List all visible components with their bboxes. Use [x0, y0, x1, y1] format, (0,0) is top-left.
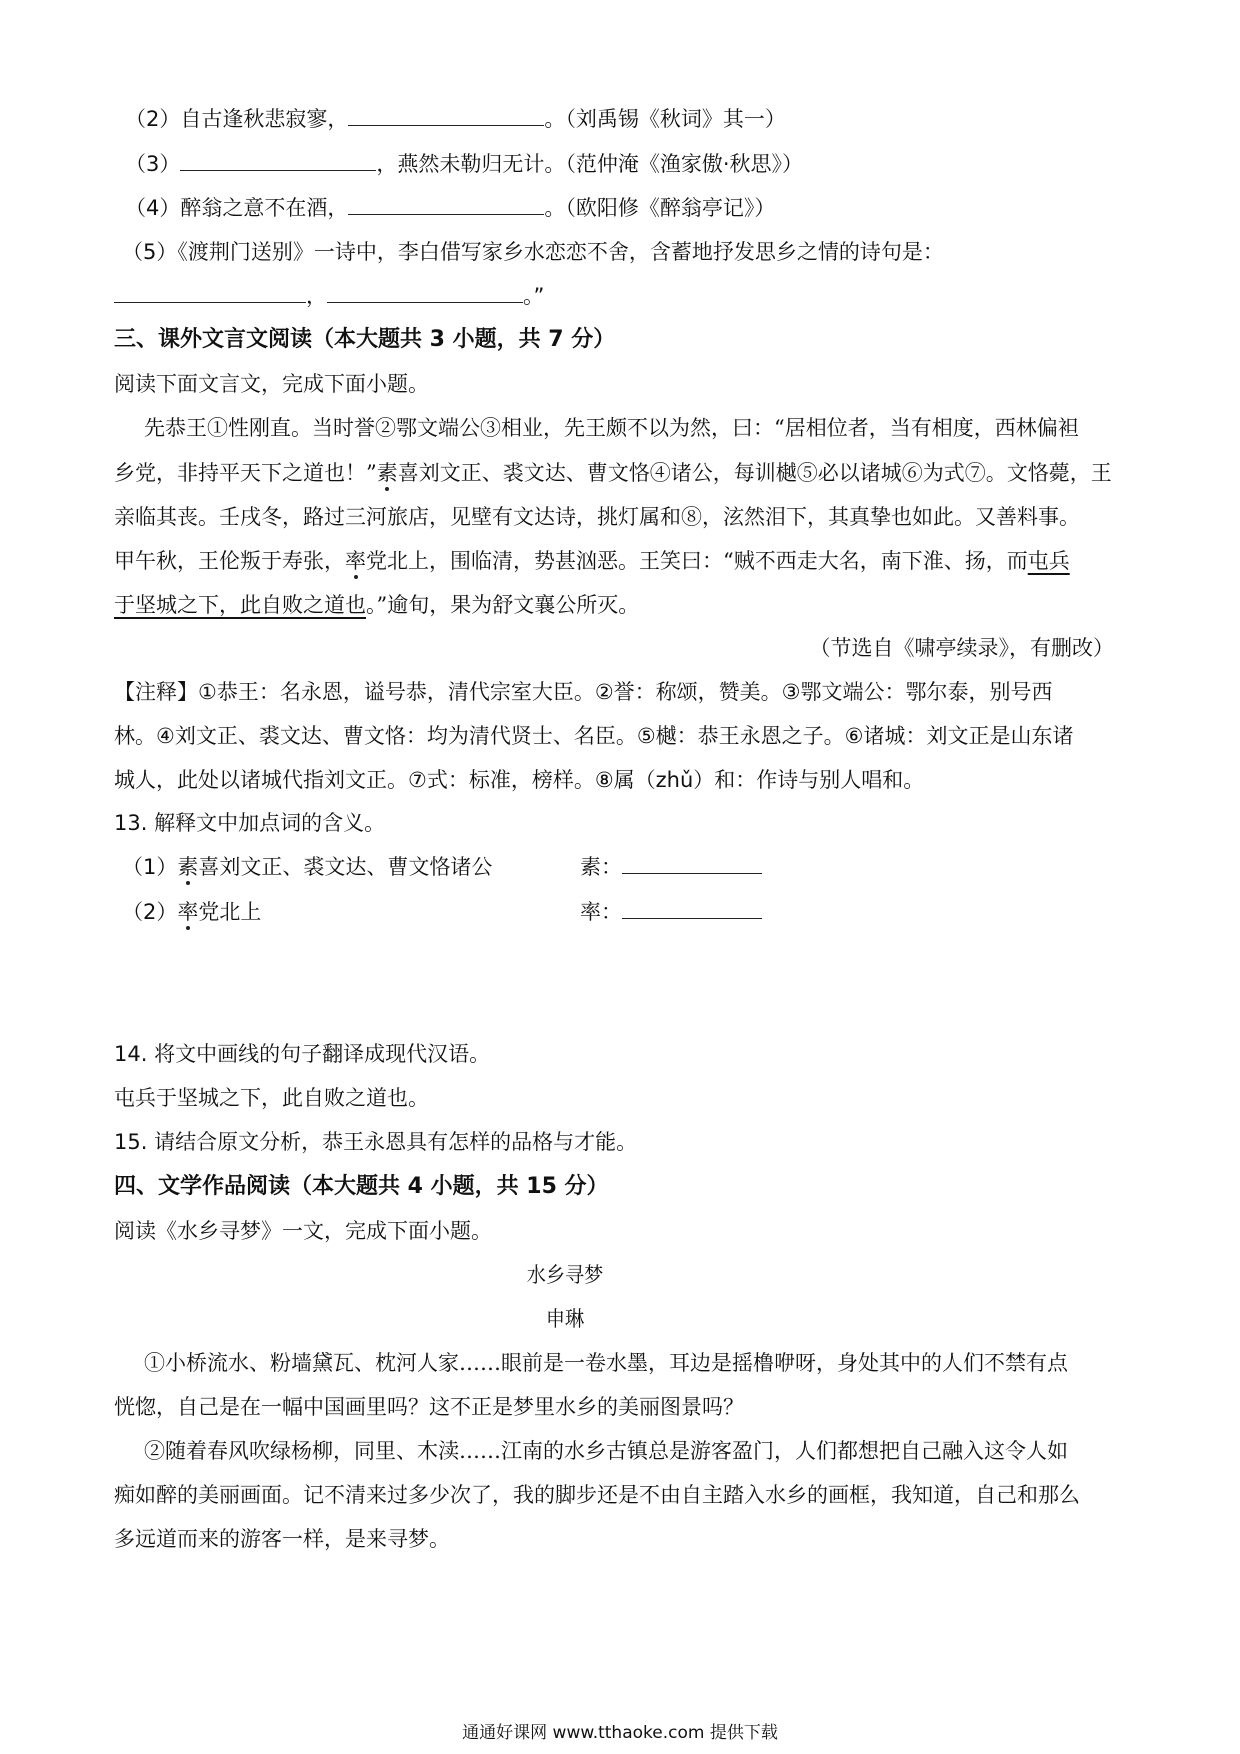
answer-blank[interactable] [622, 898, 762, 919]
question-13: 13. 解释文中加点词的含义。 [114, 811, 386, 835]
underlined-sentence: 于坚城之下，此自败之道也 [114, 593, 366, 617]
question-13-2: （2）率党北上 [122, 900, 262, 924]
question-13-2-answer: 率： [580, 897, 762, 927]
article-title: 水乡寻梦 [526, 1263, 604, 1287]
poetry-q3: （3） ，燕然未勒归无计。（范仲淹《渔家傲·秋思》） [125, 152, 804, 176]
question-13-1: （1）素喜刘文正、裘文达、曹文恪诸公 [122, 855, 493, 879]
article-paragraph-line: ①小桥流水、粉墙黛瓦、枕河人家……眼前是一卷水墨，耳边是摇橹咿呀，身处其中的人们不禁有点 [144, 1351, 1068, 1375]
answer-blank[interactable] [327, 282, 523, 303]
article-author: 申琳 [545, 1307, 585, 1331]
poetry-q5: （5）《渡荆门送别》一诗中，李白借写家乡水恋恋不舍，含蓄地抒发思乡之情的诗句是： [122, 240, 944, 264]
dotted-word: 率 [177, 900, 199, 924]
classical-text-line: 亲临其丧。壬戌冬，路过三河旅店，见壁有文达诗，挑灯属和⑧，泫然泪下，其真挚也如此。又善料事。 [114, 505, 1080, 529]
article-paragraph-line: 痴如醉的美丽画面。记不清来过多少次了，我的脚步还是不由自主踏入水乡的画框，我知道，自己和那么 [114, 1483, 1080, 1507]
notes-line: 城人，此处以诸城代指刘文正。⑦式：标准，榜样。⑧属（zhǔ）和：作诗与别人唱和。 [114, 768, 925, 792]
classical-text-line: 于坚城之下，此自败之道也。”逾旬，果为舒文襄公所灭。 [114, 593, 640, 617]
dotted-word: 率 [345, 549, 366, 573]
article-paragraph-line: 恍惚，自己是在一幅中国画里吗？这不正是梦里水乡的美丽图景吗？ [114, 1395, 744, 1419]
answer-blank[interactable] [180, 150, 376, 171]
dotted-word: 素 [376, 461, 398, 485]
underlined-sentence: 屯兵 [1027, 549, 1070, 573]
classical-text-line: 乡党，非持平天下之道也！”素喜刘文正、裘文达、曹文恪④诸公，每训樾⑤必以诸城⑥为式⑦。文恪薨，王 [114, 461, 1112, 485]
poetry-q4: （4）醉翁之意不在酒， 。（欧阳修《醉翁亭记》） [125, 196, 776, 220]
question-13-1-answer: 素： [580, 852, 762, 882]
section4-heading: 四、文学作品阅读（本大题共 4 小题，共 15 分） [114, 1174, 609, 1199]
source-citation: （节选自《啸亭续录》，有删改） [809, 636, 1114, 660]
classical-text-line: 先恭王①性刚直。当时誉②鄂文端公③相业，先王颇不以为然，曰：“居相位者，当有相度，西林偏袒 [144, 416, 1079, 440]
article-paragraph-line: 多远道而来的游客一样，是来寻梦。 [114, 1527, 450, 1551]
section3-instruction: 阅读下面文言文，完成下面小题。 [114, 372, 429, 396]
dotted-word: 素 [177, 855, 199, 879]
question-14-sentence: 屯兵于坚城之下，此自败之道也。 [114, 1086, 429, 1110]
section3-heading: 三、课外文言文阅读（本大题共 3 小题，共 7 分） [114, 327, 616, 352]
answer-blank[interactable] [622, 853, 762, 874]
classical-text-line: 甲午秋，王伦叛于寿张，率党北上，围临清，势甚汹恶。王笑曰：“贼不西走大名，南下淮、扬，而屯兵 [114, 549, 1070, 573]
notes-line: 【注释】①恭王：名永恩，谥号恭，清代宗室大臣。②誉：称颂，赞美。③鄂文端公：鄂尔泰，别号西 [114, 680, 1053, 704]
question-14: 14. 将文中画线的句子翻译成现代汉语。 [114, 1042, 491, 1066]
section4-instruction: 阅读《水乡寻梦》一文，完成下面小题。 [114, 1219, 492, 1243]
poetry-q2: （2）自古逢秋悲寂寥， 。（刘禹锡《秋词》其一） [125, 107, 786, 131]
footer-watermark: 通通好课网 www.tthaoke.com 提供下载 [462, 1723, 778, 1743]
notes-line: 林。④刘文正、裘文达、曹文恪：均为清代贤士、名臣。⑤樾：恭王永恩之子。⑥诸城：刘文正是山东诸 [114, 724, 1074, 748]
answer-blank[interactable] [114, 282, 306, 303]
article-paragraph-line: ②随着春风吹绿杨柳，同里、木渎……江南的水乡古镇总是游客盈门，人们都想把自己融入这令人如 [144, 1439, 1068, 1463]
poetry-q5-answer: ， 。” [114, 281, 544, 311]
answer-blank[interactable] [348, 194, 544, 215]
question-15: 15. 请结合原文分析，恭王永恩具有怎样的品格与才能。 [114, 1130, 638, 1154]
answer-blank[interactable] [348, 105, 544, 126]
